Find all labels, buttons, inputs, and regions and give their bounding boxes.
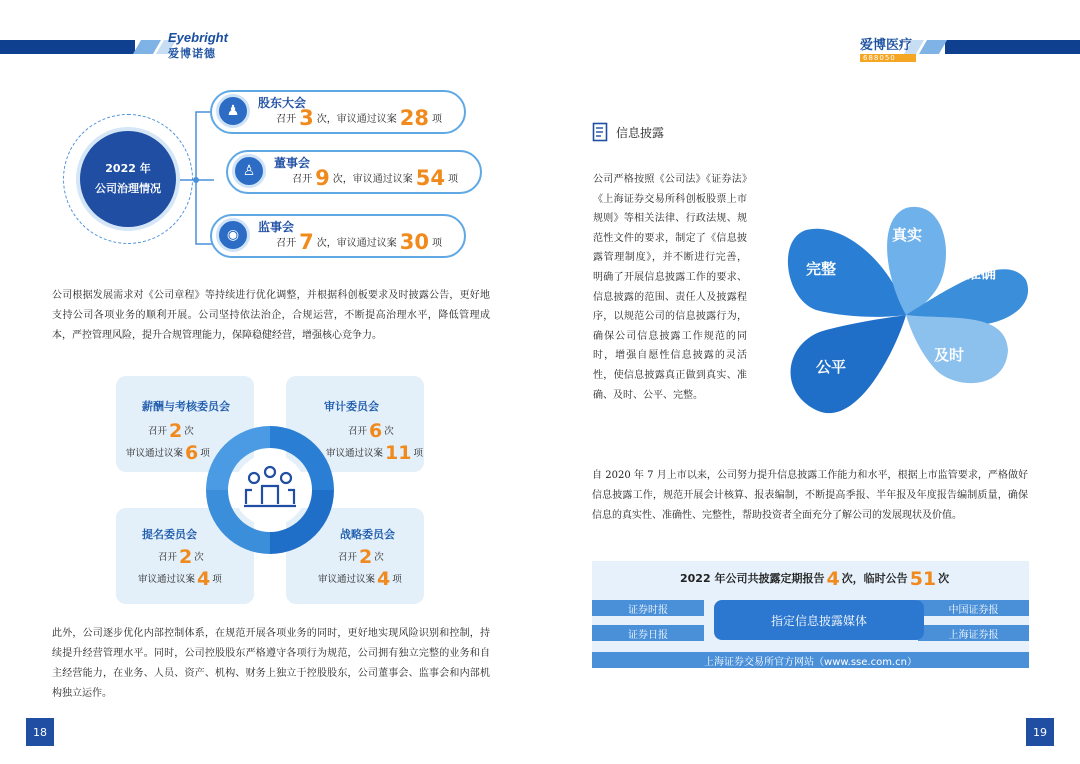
petal-label: 及时 (934, 346, 965, 364)
page-number-right: 19 (1026, 718, 1054, 746)
meeting-icon: ♙ (232, 154, 266, 188)
media-china-securities: 中国证券报 (918, 600, 1029, 616)
proposals-count: 6 (185, 442, 199, 464)
committee-title: 提名委员会 (142, 528, 197, 541)
header-stripe-right (945, 40, 1080, 54)
proposals-count: 54 (415, 166, 445, 190)
committee-proposals: 审议通过议案 4 项 (318, 568, 402, 590)
gov-title: 股东大会 (258, 96, 307, 110)
committee-meetings: 召开 2 次 (158, 546, 204, 568)
gov-card-supervisors (210, 214, 466, 258)
committee-proposals: 审议通过议案 6 项 (126, 442, 210, 464)
media-shanghai-securities: 上海证券报 (918, 625, 1029, 641)
meetings-count: 9 (315, 166, 330, 190)
meetings-count: 6 (369, 420, 383, 442)
committee-proposals: 审议通过议案 4 项 (138, 568, 222, 590)
petal-label: 完整 (806, 260, 837, 278)
committee-proposals: 审议通过议案 11 项 (326, 442, 423, 464)
summary-line: 2022 年公司共披露定期报告 4 次，临时公告 51 次 (680, 568, 950, 590)
committee-title: 薪酬与考核委员会 (142, 400, 230, 413)
gov-line: 召开 7 次，审议通过议案 30 项 (276, 230, 442, 254)
eyebright-logo (168, 30, 238, 61)
gov-line: 召开 3 次，审议通过议案 28 项 (276, 106, 442, 130)
info-disclosure-title: 信息披露 (616, 126, 665, 140)
reports-count: 4 (826, 568, 840, 590)
header-stripe-left (0, 40, 135, 54)
info-disclosure-body: 公司严格按照《公司法》《证券法》《上海证券交易所科创板股票上市规则》等相关法律、行政法规、规范性文件的要求，制定了《信息披露管理制度》，并不断进行完善，明确了开展信息披露工作的要求、信息披露的范围、责任人及披露程序，以规范公司的信息披露行为，确保公司信息披露工作规范的同时，增强自愿性信息披露的灵活性，使信息披露真正做到真实、准确、及时、公平、完整。 (593, 174, 747, 401)
governance-paragraph: 公司根据发展需求对《公司章程》等持续进行优化调整，并根据科创板要求及时披露公告，更好地支持公司各项业务的顺利开展。公司坚持依法治企，合规运营，不断提高治理水平，降低管理成本，严控管理风险，提升合规管理能力，保障稳健经营，增强核心竞争力。 (52, 290, 490, 341)
petal-label: 真实 (892, 226, 923, 244)
page-number-left: 18 (26, 718, 54, 746)
proposals-count: 4 (377, 568, 391, 590)
stock-code-tag: 688050 (860, 54, 916, 62)
people-icon: ♟ (216, 94, 250, 128)
meetings-count: 7 (299, 230, 314, 254)
gov-card-shareholders (210, 90, 466, 134)
proposals-count: 4 (197, 568, 211, 590)
committee-meetings: 召开 2 次 (148, 420, 194, 442)
sse-website: 上海证券交易所官方网站（www.sse.com.cn） (592, 652, 1029, 668)
committee-ring (200, 420, 340, 560)
announcements-count: 51 (909, 568, 937, 590)
petal-label: 公平 (816, 358, 847, 376)
proposals-count: 28 (399, 106, 429, 130)
gov-title: 监事会 (258, 220, 295, 234)
committee-meetings: 召开 2 次 (338, 546, 384, 568)
logo-cn-right: 爱博医疗 (860, 38, 913, 53)
governance-title: 公司治理情况 (95, 182, 161, 195)
meetings-count: 2 (169, 420, 183, 442)
meetings-count: 2 (179, 546, 193, 568)
gov-card-board (226, 150, 482, 194)
meetings-count: 2 (359, 546, 373, 568)
designated-media: 指定信息披露媒体 (714, 600, 924, 640)
governance-year: 2022 年 (105, 162, 151, 175)
committee-title: 审计委员会 (324, 400, 379, 413)
internal-control-paragraph: 此外，公司逐步优化内部控制体系，在规范开展各项业务的同时，更好地实现风险识别和控制，持续提升经营管理水平。同时，公司控股股东严格遵守各项行为规范，公司拥有独立完整的业务和自主经营能力，在业务、人员、资产、机构、财务上独立于控股股东，公司董事会、监事会和内部机构独立运作。 (52, 628, 490, 699)
committee-title: 战略委员会 (340, 528, 395, 541)
aibo-logo (860, 34, 930, 62)
proposals-count: 11 (385, 442, 412, 464)
gov-title: 董事会 (274, 156, 311, 170)
gov-line: 召开 9 次，审议通过议案 54 项 (292, 166, 458, 190)
media-securities-times: 证券时报 (592, 600, 704, 616)
meetings-count: 3 (299, 106, 314, 130)
media-securities-daily: 证券日报 (592, 625, 704, 641)
petal-label: 准确 (966, 264, 997, 282)
logo-cn: 爱博诺德 (168, 47, 216, 60)
governance-center (80, 131, 176, 227)
committee-meetings: 召开 6 次 (348, 420, 394, 442)
proposals-count: 30 (399, 230, 429, 254)
disclosure-history-paragraph: 自 2020 年 7 月上市以来，公司努力提升信息披露工作能力和水平，根据上市监管要求，严格做好信息披露工作，规范开展会计核算、报表编制，不断提高季报、半年报及年度报告编制质量，确保信息的真实性、准确性、完整性，帮助投资者全面充分了解公司的发展现状及价值。 (592, 470, 1028, 521)
logo-en: Eyebright (168, 30, 228, 45)
eye-icon: ◉ (216, 218, 250, 252)
document-icon (592, 122, 608, 142)
